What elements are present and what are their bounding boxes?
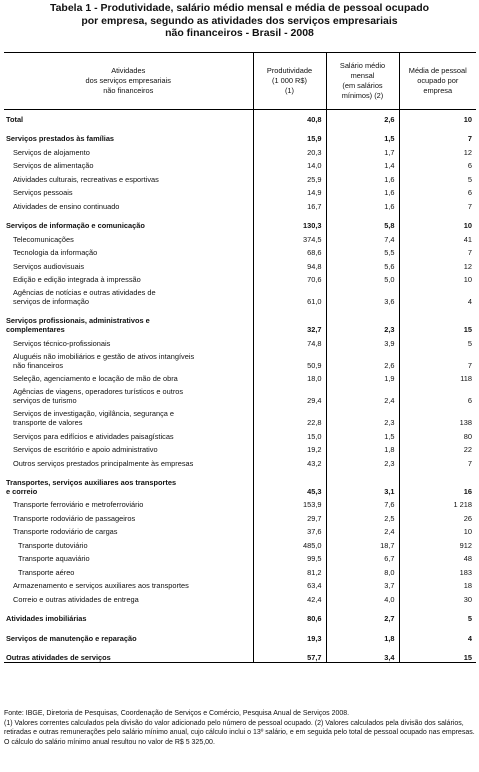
table-row bbox=[4, 130, 476, 144]
row-label: Serviços pessoais bbox=[13, 188, 73, 197]
table-row bbox=[4, 217, 476, 231]
salary-value: 2,4 bbox=[326, 523, 399, 537]
salary-value: 5,0 bbox=[326, 271, 399, 285]
personnel-value: 80 bbox=[399, 427, 476, 441]
table-row bbox=[4, 610, 476, 624]
table-title-line-1: Tabela 1 - Produtividade, salário médio mensal e média de pessoal ocupado bbox=[49, 2, 430, 14]
salary-value: 2,3 bbox=[326, 312, 399, 334]
personnel-value: 4 bbox=[399, 629, 476, 643]
row-label: Tecnologia da informação bbox=[13, 248, 98, 257]
row-label: Serviços de alimentação bbox=[13, 161, 94, 170]
productivity-value: 57,7 bbox=[253, 649, 326, 663]
salary-value: 1,6 bbox=[326, 170, 399, 184]
salary-value: 4,0 bbox=[326, 590, 399, 604]
salary-value: 5,5 bbox=[326, 244, 399, 258]
table-row bbox=[4, 649, 476, 663]
salary-value: 2,7 bbox=[326, 610, 399, 624]
salary-value: 7,6 bbox=[326, 496, 399, 510]
productivity-value: 81,2 bbox=[253, 563, 326, 577]
row-label: Serviços de manutenção e reparação bbox=[6, 633, 137, 643]
row-label: Armazenamento e serviços auxiliares aos transportes bbox=[13, 581, 189, 590]
table-row bbox=[4, 184, 476, 198]
productivity-value: 374,5 bbox=[253, 230, 326, 244]
header-row bbox=[4, 53, 476, 110]
personnel-value: 138 bbox=[399, 405, 476, 427]
row-label: Serviços de escritório e apoio administrativo bbox=[13, 445, 158, 454]
personnel-value: 183 bbox=[399, 563, 476, 577]
table-row bbox=[4, 441, 476, 455]
table-row bbox=[4, 383, 476, 405]
personnel-value: 26 bbox=[399, 509, 476, 523]
salary-value: 1,6 bbox=[326, 197, 399, 211]
productivity-value: 74,8 bbox=[253, 334, 326, 348]
header-salary: Salário médio mensal (em salários mínimos) (2) bbox=[326, 53, 399, 110]
personnel-value: 4 bbox=[399, 284, 476, 306]
productivity-value: 32,7 bbox=[253, 312, 326, 334]
productivity-value: 485,0 bbox=[253, 536, 326, 550]
table-row bbox=[4, 312, 476, 334]
salary-value: 2,5 bbox=[326, 509, 399, 523]
productivity-value: 61,0 bbox=[253, 284, 326, 306]
productivity-value: 20,3 bbox=[253, 143, 326, 157]
personnel-value: 41 bbox=[399, 230, 476, 244]
personnel-value: 22 bbox=[399, 441, 476, 455]
row-label: Atividades imobiliárias bbox=[6, 614, 87, 623]
productivity-value: 43,2 bbox=[253, 454, 326, 468]
productivity-value: 42,4 bbox=[253, 590, 326, 604]
salary-value: 2,3 bbox=[326, 405, 399, 427]
personnel-value: 118 bbox=[399, 370, 476, 384]
row-label: Transporte aéreo bbox=[18, 567, 75, 577]
personnel-value: 912 bbox=[399, 536, 476, 550]
table-row bbox=[4, 563, 476, 577]
data-table-container bbox=[4, 52, 476, 663]
personnel-value: 6 bbox=[399, 184, 476, 198]
personnel-value: 30 bbox=[399, 590, 476, 604]
data-table bbox=[4, 52, 476, 663]
productivity-value: 25,9 bbox=[253, 170, 326, 184]
row-label: Correio e outras atividades de entrega bbox=[13, 594, 139, 604]
productivity-value: 45,3 bbox=[253, 474, 326, 496]
table-row bbox=[4, 550, 476, 564]
row-label: Serviços para edifícios e atividades paisagísticas bbox=[13, 431, 174, 441]
table-body bbox=[4, 110, 476, 663]
row-label: Transportes, serviços auxiliares aos transportes e correio bbox=[6, 477, 177, 496]
salary-value: 3,6 bbox=[326, 284, 399, 306]
salary-value: 7,4 bbox=[326, 230, 399, 244]
productivity-value: 40,8 bbox=[253, 110, 326, 124]
salary-value: 1,8 bbox=[326, 441, 399, 455]
productivity-value: 16,7 bbox=[253, 197, 326, 211]
table-row bbox=[4, 629, 476, 643]
salary-value: 3,1 bbox=[326, 474, 399, 496]
table-title bbox=[0, 2, 479, 40]
header-personnel: Média de pessoal ocupado por empresa bbox=[399, 53, 476, 110]
table-row bbox=[4, 143, 476, 157]
productivity-value: 68,6 bbox=[253, 244, 326, 258]
productivity-value: 19,2 bbox=[253, 441, 326, 455]
header-productivity: Produtividade (1 000 R$) (1) bbox=[253, 53, 326, 110]
salary-value: 1,8 bbox=[326, 629, 399, 643]
table-row bbox=[4, 496, 476, 510]
productivity-value: 153,9 bbox=[253, 496, 326, 510]
row-label: Agências de notícias e outras atividades de serviços de informação bbox=[13, 288, 156, 306]
salary-value: 2,6 bbox=[326, 348, 399, 370]
row-label: Seleção, agenciamento e locação de mão de obra bbox=[13, 374, 178, 383]
row-label: Atividades de ensino continuado bbox=[13, 201, 120, 211]
footnote: (1) Valores correntes calculados pela divisão do valor adicionado pelo número de pessoal ocupado. (2) Valores calculados pela divisão dos salários, retiradas e outras remunerações pelo salário mínimo anual, cujo cálculo inclui o 13º salário, e em seguida pelo total de pessoal ocupado nas empresas. O cálculo do salário mínimo anual resultou no valor de R$ 5 325,00. bbox=[4, 719, 475, 746]
personnel-value: 10 bbox=[399, 110, 476, 124]
personnel-value: 48 bbox=[399, 550, 476, 564]
row-label: Atividades culturais, recreativas e esportivas bbox=[13, 174, 159, 184]
personnel-value: 15 bbox=[399, 312, 476, 334]
productivity-value: 19,3 bbox=[253, 629, 326, 643]
personnel-value: 12 bbox=[399, 257, 476, 271]
personnel-value: 5 bbox=[399, 170, 476, 184]
salary-value: 2,6 bbox=[326, 110, 399, 124]
personnel-value: 1 218 bbox=[399, 496, 476, 510]
productivity-value: 63,4 bbox=[253, 577, 326, 591]
table-row bbox=[4, 536, 476, 550]
salary-value: 1,7 bbox=[326, 143, 399, 157]
personnel-value: 7 bbox=[399, 197, 476, 211]
salary-value: 6,7 bbox=[326, 550, 399, 564]
table-row bbox=[4, 257, 476, 271]
row-label: Transporte rodoviário de passageiros bbox=[13, 513, 136, 523]
personnel-value: 5 bbox=[399, 610, 476, 624]
row-label: Total bbox=[6, 114, 24, 124]
table-row bbox=[4, 370, 476, 384]
productivity-value: 29,7 bbox=[253, 509, 326, 523]
salary-value: 1,4 bbox=[326, 157, 399, 171]
productivity-value: 15,0 bbox=[253, 427, 326, 441]
row-label: Serviços de alojamento bbox=[13, 147, 90, 157]
table-title-line-2: por empresa, segundo as atividades dos serviços empresariais bbox=[81, 14, 398, 27]
productivity-value: 70,6 bbox=[253, 271, 326, 285]
table-row bbox=[4, 523, 476, 537]
table-row bbox=[4, 244, 476, 258]
table-row bbox=[4, 509, 476, 523]
row-label: Serviços de informação e comunicação bbox=[6, 221, 145, 230]
personnel-value: 7 bbox=[399, 348, 476, 370]
row-label: Transporte rodoviário de cargas bbox=[13, 527, 118, 536]
personnel-value: 10 bbox=[399, 271, 476, 285]
row-label: Serviços prestados às famílias bbox=[6, 134, 115, 143]
productivity-value: 18,0 bbox=[253, 370, 326, 384]
salary-value: 5,6 bbox=[326, 257, 399, 271]
salary-value: 1,5 bbox=[326, 427, 399, 441]
table-row bbox=[4, 334, 476, 348]
personnel-value: 10 bbox=[399, 217, 476, 231]
row-label: Serviços de investigação, vigilância, segurança e transporte de valores bbox=[13, 409, 175, 427]
row-label: Edição e edição integrada à impressão bbox=[13, 275, 141, 284]
salary-value: 2,4 bbox=[326, 383, 399, 405]
salary-value: 5,8 bbox=[326, 217, 399, 231]
salary-value: 3,9 bbox=[326, 334, 399, 348]
salary-value: 8,0 bbox=[326, 563, 399, 577]
personnel-value: 6 bbox=[399, 157, 476, 171]
productivity-value: 130,3 bbox=[253, 217, 326, 231]
table-row bbox=[4, 157, 476, 171]
personnel-value: 15 bbox=[399, 649, 476, 663]
table-notes bbox=[4, 709, 476, 747]
salary-value: 18,7 bbox=[326, 536, 399, 550]
source-note: Fonte: IBGE, Diretoria de Pesquisas, Coordenação de Serviços e Comércio, Pesquisa Anual de Serviços 2008. bbox=[4, 710, 350, 717]
personnel-value: 5 bbox=[399, 334, 476, 348]
table-row bbox=[4, 577, 476, 591]
salary-value: 1,6 bbox=[326, 184, 399, 198]
table-row bbox=[4, 405, 476, 427]
table-row bbox=[4, 474, 476, 496]
table-title-line-3: não financeiros - Brasil - 2008 bbox=[165, 27, 314, 39]
table-row bbox=[4, 197, 476, 211]
productivity-value: 29,4 bbox=[253, 383, 326, 405]
row-label: Transporte aquaviário bbox=[18, 554, 90, 563]
salary-value: 1,5 bbox=[326, 130, 399, 144]
table-row bbox=[4, 590, 476, 604]
table-row bbox=[4, 454, 476, 468]
row-label: Outros serviços prestados principalmente às empresas bbox=[13, 458, 194, 468]
personnel-value: 12 bbox=[399, 143, 476, 157]
row-label: Transporte dutoviário bbox=[18, 540, 88, 550]
personnel-value: 18 bbox=[399, 577, 476, 591]
header-activity: Atividades dos serviços empresariais não financeiros bbox=[4, 53, 253, 110]
personnel-value: 7 bbox=[399, 244, 476, 258]
personnel-value: 10 bbox=[399, 523, 476, 537]
row-label: Aluguéis não imobiliários e gestão de ativos intangíveis não financeiros bbox=[13, 351, 195, 370]
table-row bbox=[4, 110, 476, 124]
table-row bbox=[4, 230, 476, 244]
personnel-value: 7 bbox=[399, 130, 476, 144]
table-row bbox=[4, 271, 476, 285]
productivity-value: 94,8 bbox=[253, 257, 326, 271]
productivity-value: 50,9 bbox=[253, 348, 326, 370]
table-row bbox=[4, 170, 476, 184]
table-row bbox=[4, 284, 476, 306]
salary-value: 3,4 bbox=[326, 649, 399, 663]
salary-value: 2,3 bbox=[326, 454, 399, 468]
personnel-value: 16 bbox=[399, 474, 476, 496]
row-label: Serviços audiovisuais bbox=[13, 261, 85, 271]
productivity-value: 37,6 bbox=[253, 523, 326, 537]
productivity-value: 99,5 bbox=[253, 550, 326, 564]
productivity-value: 14,0 bbox=[253, 157, 326, 171]
row-label: Transporte ferroviário e metroferroviário bbox=[13, 500, 144, 509]
salary-value: 3,7 bbox=[326, 577, 399, 591]
productivity-value: 22,8 bbox=[253, 405, 326, 427]
personnel-value: 7 bbox=[399, 454, 476, 468]
row-label: Outras atividades de serviços bbox=[4, 649, 253, 663]
row-label: Telecomunicações bbox=[13, 234, 74, 244]
productivity-value: 14,9 bbox=[253, 184, 326, 198]
table-row bbox=[4, 427, 476, 441]
personnel-value: 6 bbox=[399, 383, 476, 405]
productivity-value: 15,9 bbox=[253, 130, 326, 144]
row-label: Agências de viagens, operadores turísticos e outros serviços de turismo bbox=[13, 387, 184, 405]
salary-value: 1,9 bbox=[326, 370, 399, 384]
row-label: Serviços profissionais, administrativos e complementares bbox=[6, 316, 150, 334]
table-row bbox=[4, 348, 476, 370]
productivity-value: 80,6 bbox=[253, 610, 326, 624]
row-label: Serviços técnico-profissionais bbox=[13, 338, 111, 348]
